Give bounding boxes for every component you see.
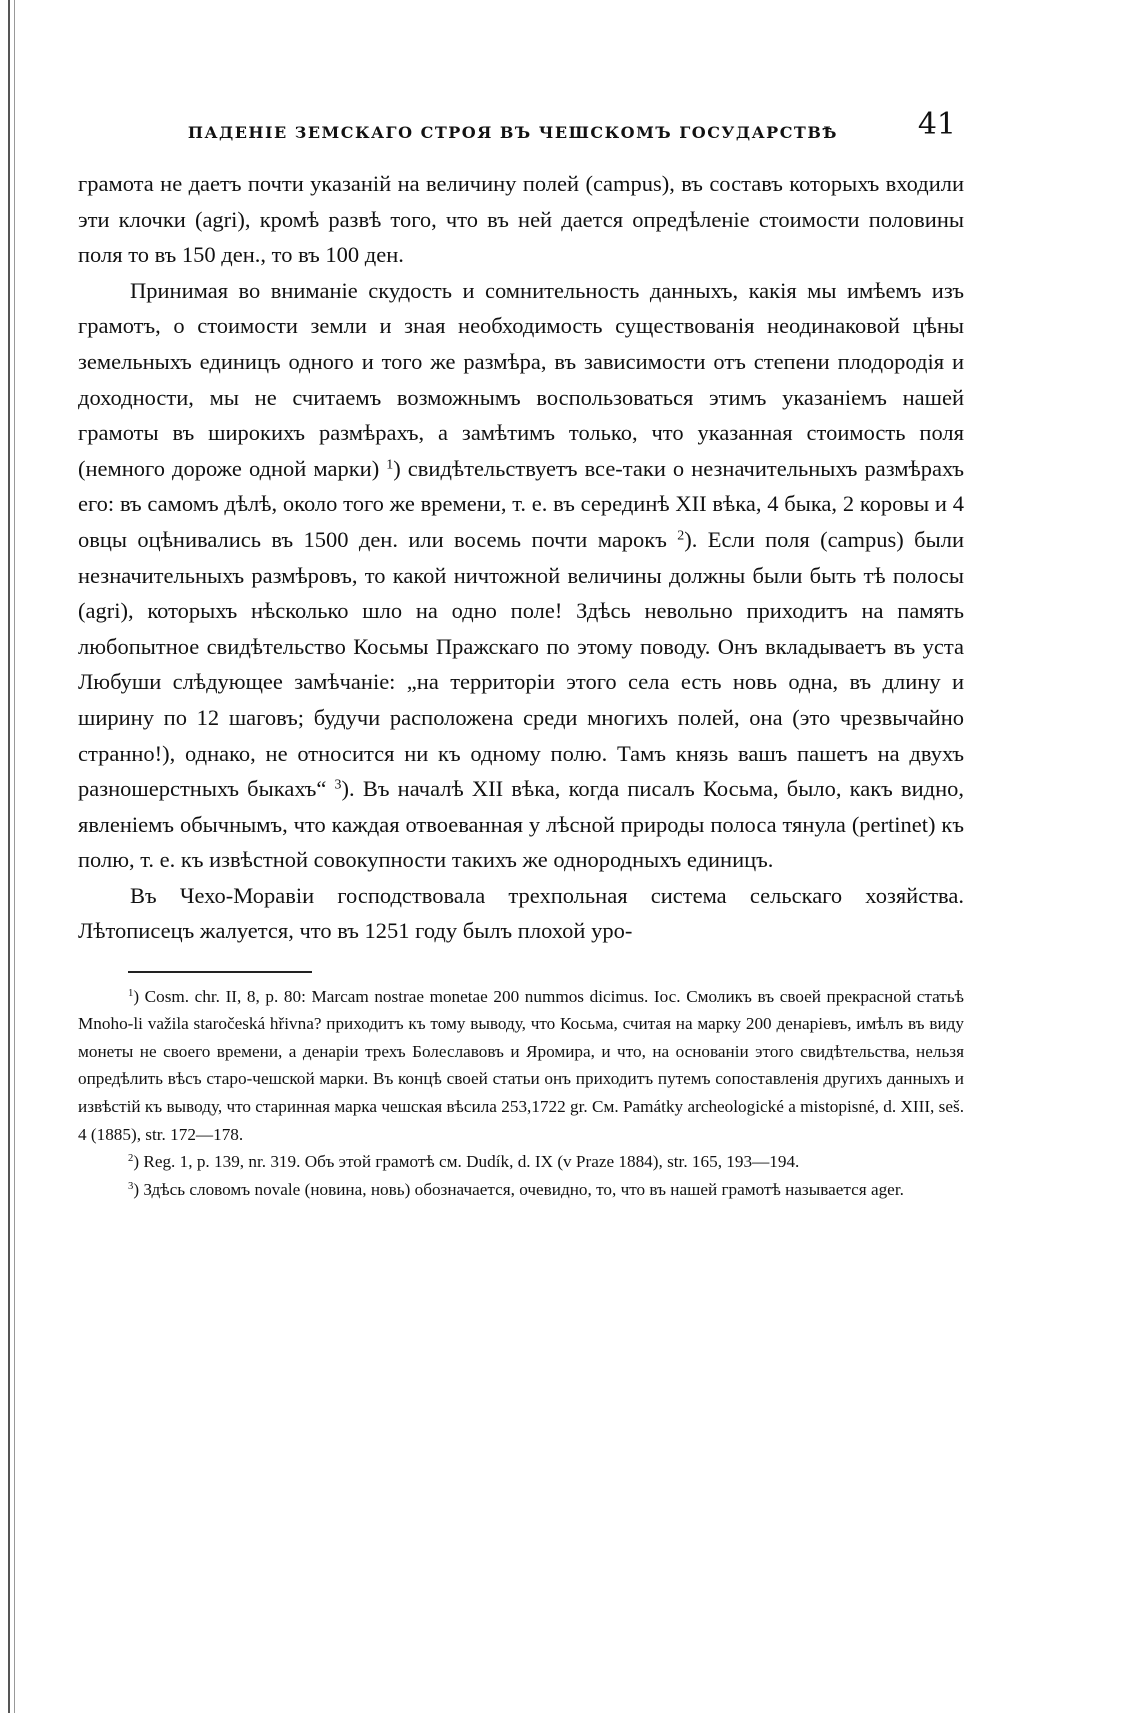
footnote-ref-1: 1 bbox=[386, 457, 394, 473]
footnote-2-text: ) Reg. 1, p. 139, nr. 319. Объ этой грамотѣ см. Dudík, d. IX (v Praze 1884), str. 165, 193—194. bbox=[133, 1152, 800, 1172]
footnote-1-text: ) Cosm. chr. II, 8, p. 80: Marcam nostrae monetae 200 nummos dicimus. Іос. Смоликъ въ своей прекрасной статьѣ Mnoho-li važila staročeská hřivna? приходитъ къ тому выводу, что Косьма, считая на марку 200 денаріевъ, имѣлъ въ виду монеты не своего времени, а денаріи трехъ Болеславовъ и Яромира, и что, на основаніи этого свидѣтельства, нельзя опредѣлить вѣсъ старо-чешской марки. Въ концѣ своей статьи онъ приходитъ путемъ сопоставленія другихъ данныхъ и извѣстій къ выводу, что старинная марка чешская вѣсила 253,1722 gr. См. Památky archeologické a mistopisné, d. XIII, seš. 4 (1885), str. 172—178. bbox=[78, 986, 964, 1144]
scan-edge-line bbox=[8, 0, 10, 1713]
running-head: ПАДЕНІЕ ЗЕМСКАГО СТРОЯ ВЪ ЧЕШСКОМЪ ГОСУДАРСТВѢ bbox=[187, 123, 838, 142]
footnote-3 bbox=[78, 1176, 964, 1204]
footnote-2 bbox=[78, 1148, 964, 1176]
footnote-1 bbox=[78, 983, 964, 1149]
paragraph-2-part-d: ). Въ началѣ XII вѣка, когда писалъ Косьма, было, какъ видно, явленіемъ обычнымъ, что каждая отвоеванная у лѣсной природы полоса тянула (pertinet) къ полю, т. е. къ извѣстной совокупности такихъ же однородныхъ единицъ. bbox=[78, 776, 965, 873]
scan-edge-line-inner bbox=[14, 0, 15, 1713]
book-page bbox=[78, 96, 964, 1203]
footnote-3-mark: 3 bbox=[128, 1180, 134, 1192]
paragraph-2-part-b: свидѣтельствуетъ все-таки о незначительныхъ размѣрахъ его: въ самомъ дѣлѣ, около того же времени, т. е. въ серединѣ XII вѣка, 4 быка, 2 коровы и 4 овцы оцѣнивались въ 1500 ден. или восемь почти марокъ bbox=[78, 455, 964, 552]
footnotes bbox=[78, 983, 964, 1204]
paragraph-1: грамота не даетъ почти указаній на величину полей (campus), въ составъ которыхъ входили эти клочки (agri), кромѣ развѣ того, что въ ней дается опредѣленіе стоимости половины поля то въ 150 ден., то въ 100 ден. bbox=[78, 171, 964, 268]
paragraph-2-part-c: . Если поля (campus) были незначительныхъ размѣровъ, то какой ничтожной величины должны были быть тѣ полосы (agri), которыхъ нѣсколько шло на одно поле! Здѣсь невольно приходитъ на память любопытное свидѣтельство Косьмы Пражскаго по этому поводу. Онъ вкладываетъ въ уста Любуши слѣдующее замѣчаніе: „на территоріи этого села есть новь одна, въ длину и ширину по 12 шаговъ; будучи расположена среди многихъ полей, она (это чрезвычайно странно!), однако, не относится ни къ одному полю. Тамъ князь вашъ пашетъ на двухъ разношерстныхъ быкахъ“ bbox=[78, 526, 965, 802]
footnote-3-text: ) Здѣсь словомъ novale (новина, новь) обозначается, очевидно, то, что въ нашей грамотѣ называется ager. bbox=[133, 1179, 904, 1199]
page-number: 41 bbox=[917, 107, 956, 142]
paragraph-3: Въ Чехо-Моравіи господствовала трехпольная система сельскаго хозяйства. Лѣтописецъ жалуется, что въ 1251 году былъ плохой уро- bbox=[78, 882, 964, 944]
paragraph-2: Принимая во вниманіе скудость и сомнительность данныхъ, какія мы имѣемъ изъ грамотъ, о стоимости земли и зная необходимость существованія неодинаковой цѣны земельныхъ единицъ одного и того же размѣра, въ зависимости отъ степени плодородія и доходности, мы не считаемъ возможнымъ воспользоваться этимъ указаніемъ нашей грамоты въ широкихъ размѣрахъ, а замѣтимъ только, что указанная стоимость поля (немного дороже одной марки) $^1$) свидѣтельствуетъ все-таки о незначительныхъ размѣрахъ его: въ самомъ дѣлѣ, около того же времени, т. е. въ серединѣ XII вѣка, 4 быка, 2 коровы и 4 овцы оцѣнивались въ 1500 ден. или восемь почти марокъ $^2$). Если поля (campus) были незначительныхъ размѣровъ, то какой ничтожной величины должны были быть тѣ полосы (agri), которыхъ нѣсколько шло на одно поле! Здѣсь невольно приходитъ на память любопытное свидѣтельство Косьмы Пражскаго по этому поводу. Онъ вкладываетъ въ уста Любуши слѣдующее замѣчаніе: „на территоріи этого села есть новь одна, въ длину и ширину по 12 шаговъ; будучи расположена среди многихъ полей, она (это чрезвычайно странно!), однако, не относится ни къ одному полю. Тамъ князь вашъ пашетъ на двухъ разношерстныхъ быкахъ“ $^3$). Въ началѣ XII вѣка, когда писалъ Косьма, было, какъ видно, явленіемъ обычнымъ, что каждая отвоеванная у лѣсной природы полоса тянула (pertinet) къ полю, т. е. къ извѣстной совокупности такихъ же однородныхъ единицъ. bbox=[78, 277, 965, 873]
main-text bbox=[78, 166, 964, 949]
footnote-ref-3: 3 bbox=[334, 777, 342, 793]
footnote-2-mark: 2 bbox=[128, 1153, 134, 1165]
page-header bbox=[78, 96, 964, 142]
footnote-ref-2: 2 bbox=[677, 528, 685, 544]
footnote-1-mark: 1 bbox=[128, 987, 134, 999]
paragraph-2-part-a: Принимая во вниманіе скудость и сомнительность данныхъ, какія мы имѣемъ изъ грамотъ, о стоимости земли и зная необходимость существованія неодинаковой цѣны земельныхъ единицъ одного и того же размѣра, въ зависимости отъ степени плодородія и доходности, мы не считаемъ возможнымъ воспользоваться этимъ указаніемъ нашей грамоты въ широкихъ размѣрахъ, а замѣтимъ только, что указанная стоимость поля (немного дороже одной марки) bbox=[78, 277, 964, 481]
footnote-divider bbox=[128, 971, 312, 973]
